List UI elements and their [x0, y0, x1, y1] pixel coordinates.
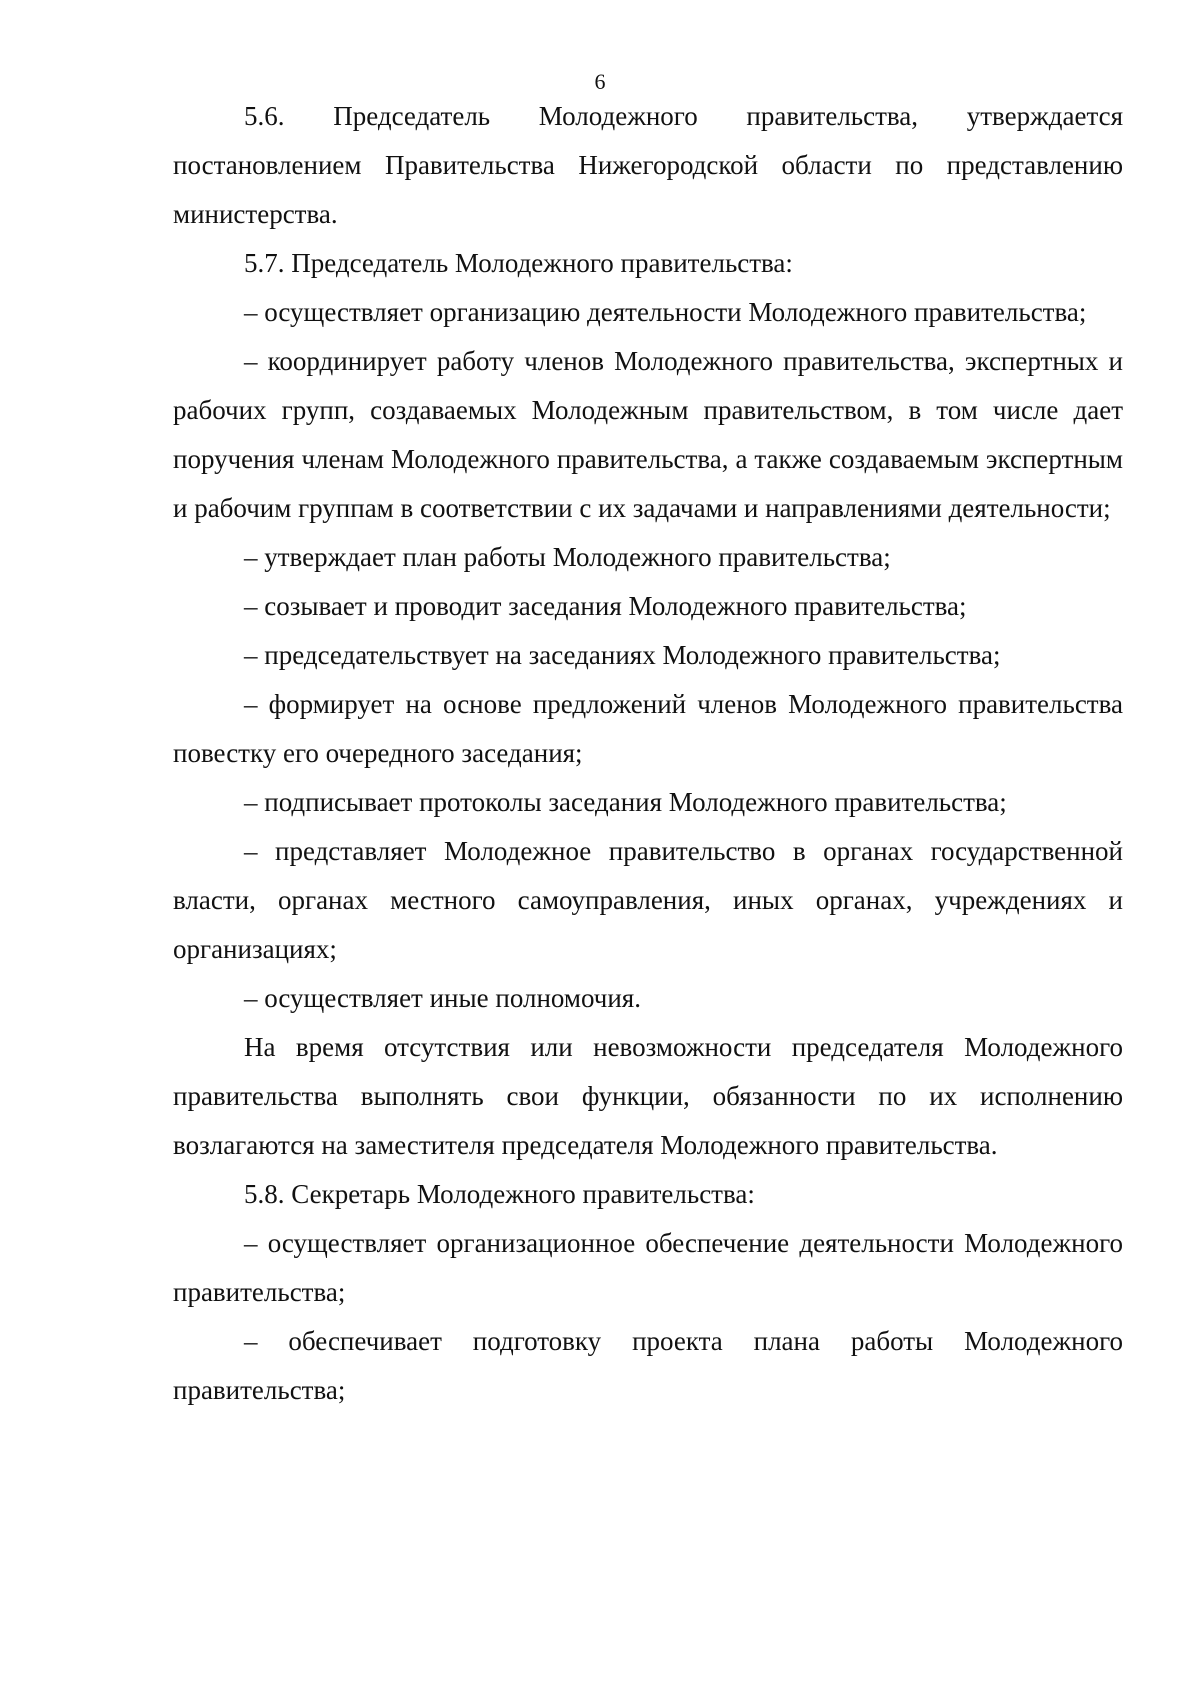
- paragraph-5-8-heading: 5.8. Секретарь Молодежного правительства:: [244, 1179, 755, 1209]
- list-item: – осуществляет организационное обеспечение деятельности Молодежного правительства;: [173, 1228, 1123, 1307]
- document-body: [173, 92, 1123, 1415]
- page-number: 6: [594, 69, 606, 94]
- list-item: – представляет Молодежное правительство в органах государственной власти, органах местного самоуправления, иных органах, учреждениях и организациях;: [173, 836, 1123, 964]
- paragraph-5-6: 5.6. Председатель Молодежного правительства, утверждается постановлением Правительства Нижегородской области по представлению министерства.: [173, 101, 1123, 229]
- list-item: – утверждает план работы Молодежного правительства;: [244, 542, 891, 572]
- paragraph-5-7-heading: 5.7. Председатель Молодежного правительства:: [244, 248, 793, 278]
- list-item: – формирует на основе предложений членов Молодежного правительства повестку его очередного заседания;: [173, 689, 1123, 768]
- list-item: – председательствует на заседаниях Молодежного правительства;: [244, 640, 1001, 670]
- list-item: – подписывает протоколы заседания Молодежного правительства;: [244, 787, 1007, 817]
- list-item: – осуществляет организацию деятельности Молодежного правительства;: [244, 297, 1087, 327]
- list-item: – созывает и проводит заседания Молодежного правительства;: [244, 591, 967, 621]
- list-item: – осуществляет иные полномочия.: [244, 983, 641, 1013]
- list-item: – координирует работу членов Молодежного правительства, экспертных и рабочих групп, создаваемых Молодежным правительством, в том числе дает поручения членам Молодежного правительства, а также создаваемым экспертным и рабочим группам в соответствии с их задачами и направлениями деятельности;: [173, 346, 1123, 523]
- list-item: – обеспечивает подготовку проекта плана работы Молодежного правительства;: [173, 1326, 1123, 1405]
- paragraph-deputy: На время отсутствия или невозможности председателя Молодежного правительства выполнять свои функции, обязанности по их исполнению возлагаются на заместителя председателя Молодежного правительства.: [173, 1032, 1123, 1160]
